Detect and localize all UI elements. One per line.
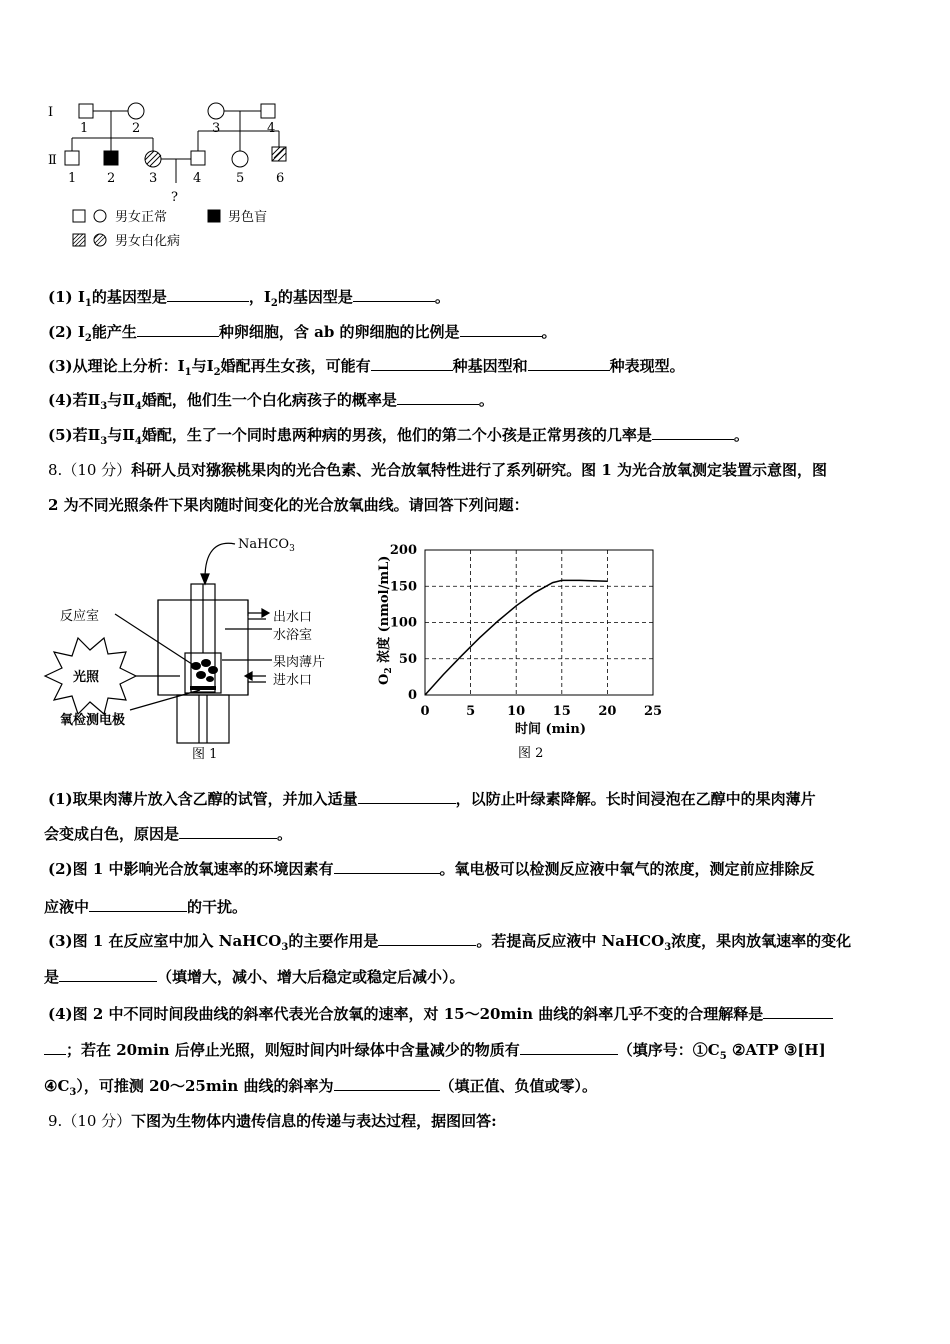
answer-blank[interactable]	[397, 390, 479, 405]
svg-text:6: 6	[276, 171, 285, 186]
y-tick-label: 0	[407, 688, 417, 703]
q7-sub2: (2) $Ⅰ_2$能产生 种卵细胞，含 ab 的卵细胞的比例是 。	[48, 323, 557, 344]
answer-blank[interactable]	[460, 322, 542, 337]
q8-sub4-line2: ；若在 20min 后停止光照，则短时间内叶绿体中含量减少的物质有 （填序号：$①C_5$ ②ATP ③[H]	[44, 1039, 826, 1062]
answer-blank[interactable]	[179, 824, 277, 839]
q7-sub1: (1) $Ⅰ_1$的基因型是 ，$Ⅰ_2$的基因型是 。	[48, 288, 450, 309]
legend-albino: 男女白化病	[115, 234, 181, 249]
answer-blank[interactable]	[334, 1076, 440, 1091]
q8-sub4-line3: $④C_3$），可推测 20～25min 曲线的斜率为 （填正值、负值或零）。	[44, 1077, 598, 1098]
q7-sub5: (5)若$Ⅱ_3$与$Ⅱ_4$婚配，生了一个同时患两种病的男孩，他们的第二个小孩是正常男孩的几率是 。	[48, 426, 749, 447]
answer-blank[interactable]	[528, 356, 610, 371]
svg-text:5: 5	[236, 171, 245, 186]
q7-sub3: (3)从理论上分析：$Ⅰ_1$与$Ⅰ_2$婚配再生女孩，可能有 种基因型和 种表现型。	[48, 357, 685, 378]
legend-colorblind: 男色盲	[228, 210, 268, 225]
gen2-label: Ⅱ	[48, 153, 57, 168]
x-tick-label: 0	[420, 704, 430, 719]
y-tick-label: 100	[389, 615, 417, 631]
q9-score: （10 分）	[62, 1112, 132, 1130]
answer-blank[interactable]	[652, 425, 734, 440]
q8-sub4-line1: (4)图 2 中不同时间段曲线的斜率代表光合放氧的速率，对 15～20min 曲线的斜率几乎不变的合理解释是	[48, 1003, 833, 1024]
answer-blank[interactable]	[167, 287, 249, 302]
figure-2-caption: 图 2	[518, 746, 544, 761]
pedigree-I3	[208, 103, 224, 119]
answer-blank[interactable]	[378, 931, 476, 946]
figure-1-apparatus	[40, 528, 350, 768]
label-water-bath: 水浴室	[273, 628, 313, 643]
answer-blank[interactable]	[520, 1040, 618, 1055]
pedigree-I4	[261, 104, 275, 118]
pedigree-II1	[65, 151, 79, 165]
pedigree-II4	[191, 151, 205, 165]
answer-blank[interactable]	[358, 789, 456, 804]
pedigree-II5	[232, 151, 248, 167]
answer-blank[interactable]	[44, 1040, 66, 1055]
q8-sub2-line1: (2)图 1 中影响光合放氧速率的环境因素有 。氧电极可以检测反应液中氧气的浓度，测定前应排除反	[48, 860, 815, 878]
svg-text:3: 3	[149, 171, 158, 186]
q8-sub3-line1: (3)图 1 在反应室中加入 NaHCO$_3$的主要作用是 。若提高反应液中 NaHCO$_3$浓度，果肉放氧速率的变化	[48, 932, 852, 953]
svg-text:1: 1	[68, 171, 77, 186]
x-axis-label: 时间 (min)	[515, 722, 586, 737]
x-tick-label: 15	[552, 704, 571, 719]
q8-sub3-line2: 是 （填增大，减小、增大后稳定或稳定后减小）。	[44, 968, 465, 986]
q8-number: 8.	[48, 461, 63, 479]
label-electrode: 氧检测电极	[60, 713, 126, 728]
q9-number: 9.	[48, 1112, 63, 1130]
label-nahco3: NaHCO$_3$	[238, 537, 295, 554]
x-tick-label: 10	[507, 704, 526, 719]
q7-sub4: (4)若$Ⅱ_3$与$Ⅱ_4$婚配，他们生一个白化病孩子的概率是 。	[48, 391, 494, 412]
svg-text:2: 2	[132, 121, 141, 136]
x-tick-label: 20	[598, 704, 617, 719]
answer-blank[interactable]	[763, 1004, 833, 1019]
q8-sub2-line2: 应液中 的干扰。	[44, 898, 248, 916]
y-axis-label: $O_2$ 浓度 (nmol/mL)	[377, 555, 394, 685]
answer-blank[interactable]	[353, 287, 435, 302]
figure-1-caption: 图 1	[192, 747, 218, 762]
x-tick-label: 25	[643, 704, 663, 719]
answer-blank[interactable]	[137, 322, 219, 337]
svg-text:4: 4	[193, 171, 202, 186]
q8-intro-line2: 2 为不同光照条件下果肉随时间变化的光合放氧曲线。请回答下列问题：	[48, 496, 529, 514]
svg-text:4: 4	[267, 121, 276, 136]
pedigree-II2	[104, 151, 118, 165]
figure-2-chart	[360, 535, 670, 765]
pedigree-I1	[79, 104, 93, 118]
svg-text:2: 2	[107, 171, 116, 186]
svg-text:3: 3	[212, 121, 221, 136]
label-light: 光照	[73, 670, 100, 685]
pedigree-chart	[40, 95, 300, 255]
label-outlet: 出水口	[273, 610, 313, 625]
q8-sub1-line2: 会变成白色，原因是 。	[44, 825, 293, 843]
answer-blank[interactable]	[59, 967, 157, 982]
legend-normal: 男女正常	[115, 210, 168, 225]
q8-sub1-line1: (1)取果肉薄片放入含乙醇的试管，并加入适量 ，以防止叶绿素降解。长时间浸泡在乙醇中的果肉薄片	[48, 790, 816, 808]
y-tick-label: 150	[389, 579, 417, 595]
answer-blank[interactable]	[89, 897, 187, 912]
pedigree-I2	[128, 103, 144, 119]
label-reaction-chamber: 反应室	[60, 609, 100, 624]
answer-blank[interactable]	[334, 859, 440, 874]
y-tick-label: 200	[389, 543, 417, 558]
label-inlet: 进水口	[273, 673, 313, 688]
q8-intro-line1: 8.（10 分）科研人员对猕猴桃果肉的光合色素、光合放氧特性进行了系列研究。图 1 为光合放氧测定装置示意图，图	[48, 461, 828, 479]
x-tick-label: 5	[466, 704, 476, 719]
label-fruit-slice: 果肉薄片	[273, 655, 326, 670]
q9-intro: 9.（10 分）下图为生物体内遗传信息的传递与表达过程，据图回答:	[48, 1112, 497, 1130]
answer-blank[interactable]	[371, 356, 453, 371]
y-tick-label: 50	[398, 651, 417, 667]
unknown-child: ?	[171, 190, 178, 205]
pedigree-II3	[145, 151, 161, 167]
svg-text:1: 1	[80, 121, 89, 136]
gen1-label: Ⅰ	[48, 105, 54, 120]
q8-score: （10 分）	[62, 461, 132, 479]
